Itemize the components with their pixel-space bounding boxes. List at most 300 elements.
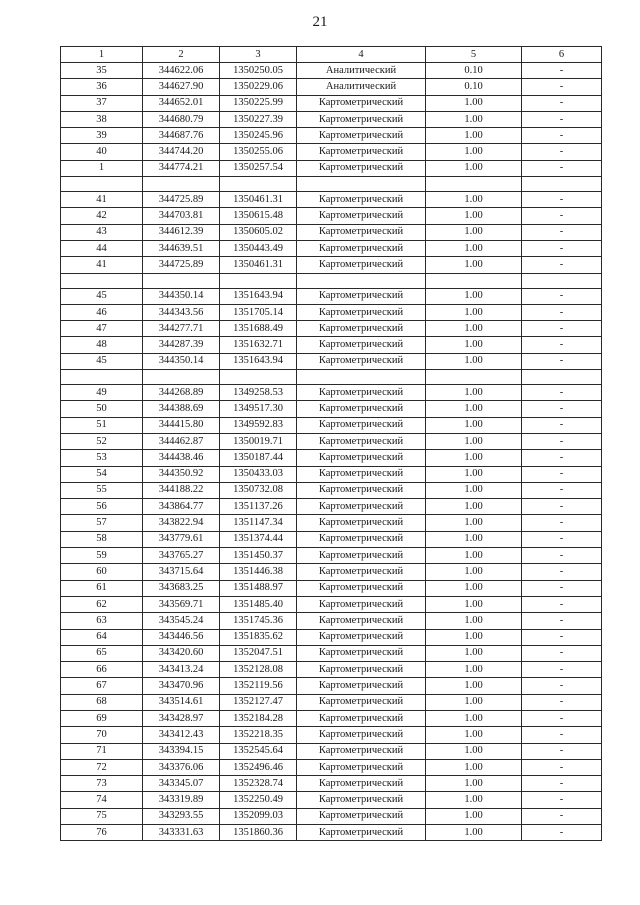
table-row [61, 515, 602, 531]
coordinate-y-cell: 1351860.36 [220, 825, 297, 841]
coordinate-x-cell: 344462.87 [143, 433, 220, 449]
point-number-cell: 67 [61, 678, 143, 694]
coordinate-x-cell: 344725.89 [143, 192, 220, 208]
accuracy-cell: 1.00 [426, 240, 522, 256]
coordinate-x-cell: 344350.14 [143, 353, 220, 369]
method-cell: Картометрический [297, 353, 426, 369]
empty-cell [220, 177, 297, 192]
description-cell: - [522, 678, 602, 694]
method-cell: Картометрический [297, 580, 426, 596]
table-row [61, 548, 602, 564]
method-cell: Картометрический [297, 111, 426, 127]
coordinate-y-cell: 1350019.71 [220, 433, 297, 449]
point-number-cell: 65 [61, 645, 143, 661]
coordinate-x-cell: 343331.63 [143, 825, 220, 841]
coordinate-x-cell: 343822.94 [143, 515, 220, 531]
method-cell: Картометрический [297, 450, 426, 466]
point-number-cell: 73 [61, 776, 143, 792]
table-row [61, 288, 602, 304]
accuracy-cell: 1.00 [426, 580, 522, 596]
coordinate-x-cell: 344744.20 [143, 144, 220, 160]
empty-cell [522, 370, 602, 385]
accuracy-cell: 1.00 [426, 95, 522, 111]
description-cell: - [522, 321, 602, 337]
coordinate-x-cell: 344680.79 [143, 111, 220, 127]
empty-cell [297, 177, 426, 192]
coordinate-x-cell: 343412.43 [143, 727, 220, 743]
point-number-cell: 70 [61, 727, 143, 743]
table-row [61, 776, 602, 792]
coordinate-y-cell: 1349592.83 [220, 417, 297, 433]
description-cell: - [522, 548, 602, 564]
coordinate-y-cell: 1352545.64 [220, 743, 297, 759]
coordinate-x-cell: 344622.06 [143, 63, 220, 79]
table-row [61, 63, 602, 79]
method-cell: Картометрический [297, 596, 426, 612]
description-cell: - [522, 792, 602, 808]
point-number-cell: 43 [61, 224, 143, 240]
table-row [61, 385, 602, 401]
coordinate-y-cell: 1350605.02 [220, 224, 297, 240]
method-cell: Картометрический [297, 727, 426, 743]
table-row [61, 710, 602, 726]
point-number-cell: 75 [61, 808, 143, 824]
method-cell: Картометрический [297, 678, 426, 694]
table-row [61, 224, 602, 240]
accuracy-cell: 1.00 [426, 727, 522, 743]
coordinate-y-cell: 1352128.08 [220, 662, 297, 678]
accuracy-cell: 1.00 [426, 531, 522, 547]
method-cell: Картометрический [297, 224, 426, 240]
coordinate-x-cell: 344350.92 [143, 466, 220, 482]
empty-cell [220, 273, 297, 288]
point-number-cell: 66 [61, 662, 143, 678]
accuracy-cell: 1.00 [426, 792, 522, 808]
table-row [61, 240, 602, 256]
point-number-cell: 45 [61, 288, 143, 304]
description-cell: - [522, 208, 602, 224]
coordinate-x-cell: 344725.89 [143, 257, 220, 273]
coordinate-x-cell: 343428.97 [143, 710, 220, 726]
empty-cell [143, 177, 220, 192]
accuracy-cell: 1.00 [426, 111, 522, 127]
empty-cell [426, 370, 522, 385]
description-cell: - [522, 224, 602, 240]
method-cell: Картометрический [297, 531, 426, 547]
table-row [61, 111, 602, 127]
method-cell: Картометрический [297, 482, 426, 498]
accuracy-cell: 1.00 [426, 759, 522, 775]
table-header-row [61, 47, 602, 63]
column-header: 5 [426, 47, 522, 63]
description-cell: - [522, 160, 602, 176]
method-cell: Картометрический [297, 710, 426, 726]
method-cell: Картометрический [297, 208, 426, 224]
method-cell: Картометрический [297, 337, 426, 353]
empty-cell [220, 370, 297, 385]
table-row [61, 564, 602, 580]
point-number-cell: 49 [61, 385, 143, 401]
coordinate-y-cell: 1351488.97 [220, 580, 297, 596]
empty-cell [143, 370, 220, 385]
coordinate-x-cell: 344388.69 [143, 401, 220, 417]
coordinate-x-cell: 343545.24 [143, 613, 220, 629]
empty-cell [297, 273, 426, 288]
empty-cell [426, 273, 522, 288]
description-cell: - [522, 240, 602, 256]
method-cell: Картометрический [297, 694, 426, 710]
description-cell: - [522, 564, 602, 580]
coordinate-y-cell: 1351485.40 [220, 596, 297, 612]
point-number-cell: 64 [61, 629, 143, 645]
coordinate-y-cell: 1349258.53 [220, 385, 297, 401]
accuracy-cell: 1.00 [426, 433, 522, 449]
coordinate-y-cell: 1351446.38 [220, 564, 297, 580]
description-cell: - [522, 417, 602, 433]
table-row [61, 128, 602, 144]
description-cell: - [522, 433, 602, 449]
description-cell: - [522, 192, 602, 208]
table-row [61, 192, 602, 208]
description-cell: - [522, 727, 602, 743]
description-cell: - [522, 580, 602, 596]
column-header: 6 [522, 47, 602, 63]
description-cell: - [522, 645, 602, 661]
method-cell: Картометрический [297, 304, 426, 320]
coordinate-x-cell: 343376.06 [143, 759, 220, 775]
coordinate-y-cell: 1352127.47 [220, 694, 297, 710]
point-number-cell: 38 [61, 111, 143, 127]
coordinates-table [60, 46, 602, 841]
accuracy-cell: 1.00 [426, 564, 522, 580]
description-cell: - [522, 144, 602, 160]
accuracy-cell: 1.00 [426, 499, 522, 515]
table-row [61, 482, 602, 498]
method-cell: Картометрический [297, 776, 426, 792]
method-cell: Картометрический [297, 825, 426, 841]
description-cell: - [522, 613, 602, 629]
method-cell: Картометрический [297, 564, 426, 580]
description-cell: - [522, 288, 602, 304]
method-cell: Картометрический [297, 629, 426, 645]
point-number-cell: 60 [61, 564, 143, 580]
column-header: 2 [143, 47, 220, 63]
accuracy-cell: 1.00 [426, 645, 522, 661]
method-cell: Картометрический [297, 417, 426, 433]
description-cell: - [522, 596, 602, 612]
coordinate-y-cell: 1350187.44 [220, 450, 297, 466]
accuracy-cell: 1.00 [426, 304, 522, 320]
coordinate-x-cell: 343394.15 [143, 743, 220, 759]
point-number-cell: 53 [61, 450, 143, 466]
description-cell: - [522, 515, 602, 531]
coordinate-x-cell: 343715.64 [143, 564, 220, 580]
table-row [61, 531, 602, 547]
method-cell: Картометрический [297, 95, 426, 111]
accuracy-cell: 1.00 [426, 417, 522, 433]
accuracy-cell: 1.00 [426, 337, 522, 353]
point-number-cell: 69 [61, 710, 143, 726]
method-cell: Картометрический [297, 808, 426, 824]
method-cell: Картометрический [297, 743, 426, 759]
coordinate-y-cell: 1352119.56 [220, 678, 297, 694]
description-cell: - [522, 499, 602, 515]
accuracy-cell: 1.00 [426, 613, 522, 629]
table-row [61, 353, 602, 369]
description-cell: - [522, 257, 602, 273]
coordinate-x-cell: 343864.77 [143, 499, 220, 515]
accuracy-cell: 1.00 [426, 596, 522, 612]
coordinate-y-cell: 1352218.35 [220, 727, 297, 743]
accuracy-cell: 1.00 [426, 629, 522, 645]
coordinate-x-cell: 344652.01 [143, 95, 220, 111]
table-separator-row [61, 177, 602, 192]
coordinate-x-cell: 344438.46 [143, 450, 220, 466]
table-row [61, 662, 602, 678]
point-number-cell: 1 [61, 160, 143, 176]
method-cell: Картометрический [297, 257, 426, 273]
method-cell: Картометрический [297, 645, 426, 661]
method-cell: Картометрический [297, 321, 426, 337]
coordinate-y-cell: 1351643.94 [220, 288, 297, 304]
coordinate-x-cell: 343293.55 [143, 808, 220, 824]
description-cell: - [522, 128, 602, 144]
coordinate-x-cell: 343779.61 [143, 531, 220, 547]
column-header: 4 [297, 47, 426, 63]
coordinate-y-cell: 1350461.31 [220, 192, 297, 208]
method-cell: Картометрический [297, 288, 426, 304]
table-row [61, 759, 602, 775]
coordinate-y-cell: 1351137.26 [220, 499, 297, 515]
coordinate-x-cell: 343319.89 [143, 792, 220, 808]
empty-cell [297, 370, 426, 385]
point-number-cell: 35 [61, 63, 143, 79]
coordinate-y-cell: 1351688.49 [220, 321, 297, 337]
method-cell: Картометрический [297, 433, 426, 449]
coordinate-y-cell: 1352099.03 [220, 808, 297, 824]
method-cell: Аналитический [297, 79, 426, 95]
point-number-cell: 42 [61, 208, 143, 224]
table-row [61, 160, 602, 176]
table-row [61, 433, 602, 449]
table-row [61, 337, 602, 353]
accuracy-cell: 1.00 [426, 224, 522, 240]
point-number-cell: 71 [61, 743, 143, 759]
coordinate-x-cell: 343413.24 [143, 662, 220, 678]
point-number-cell: 41 [61, 192, 143, 208]
point-number-cell: 56 [61, 499, 143, 515]
accuracy-cell: 1.00 [426, 128, 522, 144]
empty-cell [426, 177, 522, 192]
table-separator-row [61, 273, 602, 288]
method-cell: Картометрический [297, 499, 426, 515]
coordinate-y-cell: 1350257.54 [220, 160, 297, 176]
coordinate-y-cell: 1350250.05 [220, 63, 297, 79]
point-number-cell: 48 [61, 337, 143, 353]
point-number-cell: 58 [61, 531, 143, 547]
coordinate-x-cell: 344350.14 [143, 288, 220, 304]
coordinate-x-cell: 344188.22 [143, 482, 220, 498]
table-separator-row [61, 370, 602, 385]
accuracy-cell: 1.00 [426, 144, 522, 160]
description-cell: - [522, 825, 602, 841]
coordinate-x-cell: 344277.71 [143, 321, 220, 337]
point-number-cell: 51 [61, 417, 143, 433]
table-row [61, 808, 602, 824]
coordinate-x-cell: 344268.89 [143, 385, 220, 401]
coordinate-x-cell: 344343.56 [143, 304, 220, 320]
description-cell: - [522, 808, 602, 824]
method-cell: Картометрический [297, 160, 426, 176]
description-cell: - [522, 710, 602, 726]
accuracy-cell: 1.00 [426, 662, 522, 678]
point-number-cell: 76 [61, 825, 143, 841]
point-number-cell: 47 [61, 321, 143, 337]
point-number-cell: 61 [61, 580, 143, 596]
description-cell: - [522, 629, 602, 645]
empty-cell [61, 370, 143, 385]
coordinate-x-cell: 343683.25 [143, 580, 220, 596]
point-number-cell: 59 [61, 548, 143, 564]
empty-cell [61, 273, 143, 288]
accuracy-cell: 1.00 [426, 710, 522, 726]
accuracy-cell: 1.00 [426, 321, 522, 337]
table-row [61, 678, 602, 694]
method-cell: Картометрический [297, 128, 426, 144]
description-cell: - [522, 743, 602, 759]
accuracy-cell: 1.00 [426, 548, 522, 564]
point-number-cell: 55 [61, 482, 143, 498]
accuracy-cell: 1.00 [426, 208, 522, 224]
table-row [61, 466, 602, 482]
coordinate-y-cell: 1350227.39 [220, 111, 297, 127]
coordinate-y-cell: 1351632.71 [220, 337, 297, 353]
accuracy-cell: 1.00 [426, 515, 522, 531]
coordinate-y-cell: 1351643.94 [220, 353, 297, 369]
table-row [61, 144, 602, 160]
coordinate-y-cell: 1351374.44 [220, 531, 297, 547]
coordinate-y-cell: 1351147.34 [220, 515, 297, 531]
coordinate-x-cell: 344774.21 [143, 160, 220, 176]
point-number-cell: 62 [61, 596, 143, 612]
coordinate-x-cell: 344687.76 [143, 128, 220, 144]
table-row [61, 629, 602, 645]
table-row [61, 417, 602, 433]
empty-cell [522, 177, 602, 192]
table-row [61, 450, 602, 466]
accuracy-cell: 1.00 [426, 694, 522, 710]
table-row [61, 727, 602, 743]
accuracy-cell: 1.00 [426, 288, 522, 304]
empty-cell [61, 177, 143, 192]
accuracy-cell: 1.00 [426, 192, 522, 208]
coordinate-x-cell: 343446.56 [143, 629, 220, 645]
table-row [61, 825, 602, 841]
method-cell: Картометрический [297, 466, 426, 482]
method-cell: Картометрический [297, 792, 426, 808]
accuracy-cell: 1.00 [426, 385, 522, 401]
description-cell: - [522, 759, 602, 775]
coordinate-x-cell: 343470.96 [143, 678, 220, 694]
table-row [61, 580, 602, 596]
table-row [61, 257, 602, 273]
coordinate-y-cell: 1352047.51 [220, 645, 297, 661]
point-number-cell: 46 [61, 304, 143, 320]
point-number-cell: 45 [61, 353, 143, 369]
description-cell: - [522, 531, 602, 547]
coordinate-y-cell: 1351705.14 [220, 304, 297, 320]
coordinate-x-cell: 344612.39 [143, 224, 220, 240]
table-row [61, 95, 602, 111]
accuracy-cell: 0.10 [426, 63, 522, 79]
method-cell: Картометрический [297, 401, 426, 417]
coordinate-x-cell: 344703.81 [143, 208, 220, 224]
description-cell: - [522, 466, 602, 482]
coordinate-y-cell: 1350433.03 [220, 466, 297, 482]
point-number-cell: 52 [61, 433, 143, 449]
point-number-cell: 36 [61, 79, 143, 95]
description-cell: - [522, 353, 602, 369]
point-number-cell: 68 [61, 694, 143, 710]
point-number-cell: 54 [61, 466, 143, 482]
coordinate-y-cell: 1349517.30 [220, 401, 297, 417]
method-cell: Картометрический [297, 192, 426, 208]
point-number-cell: 39 [61, 128, 143, 144]
description-cell: - [522, 401, 602, 417]
description-cell: - [522, 482, 602, 498]
coordinate-y-cell: 1350225.99 [220, 95, 297, 111]
table-row [61, 401, 602, 417]
coordinate-y-cell: 1350615.48 [220, 208, 297, 224]
accuracy-cell: 1.00 [426, 401, 522, 417]
coordinate-x-cell: 343345.07 [143, 776, 220, 792]
table-row [61, 79, 602, 95]
point-number-cell: 72 [61, 759, 143, 775]
description-cell: - [522, 450, 602, 466]
table-row [61, 694, 602, 710]
description-cell: - [522, 776, 602, 792]
method-cell: Картометрический [297, 240, 426, 256]
description-cell: - [522, 79, 602, 95]
column-header: 3 [220, 47, 297, 63]
method-cell: Картометрический [297, 144, 426, 160]
coordinate-x-cell: 343514.61 [143, 694, 220, 710]
table-row [61, 792, 602, 808]
coordinate-y-cell: 1350255.06 [220, 144, 297, 160]
column-header: 1 [61, 47, 143, 63]
accuracy-cell: 1.00 [426, 825, 522, 841]
description-cell: - [522, 337, 602, 353]
accuracy-cell: 0.10 [426, 79, 522, 95]
coordinate-x-cell: 344415.80 [143, 417, 220, 433]
accuracy-cell: 1.00 [426, 678, 522, 694]
accuracy-cell: 1.00 [426, 743, 522, 759]
point-number-cell: 63 [61, 613, 143, 629]
coordinate-y-cell: 1351835.62 [220, 629, 297, 645]
method-cell: Картометрический [297, 515, 426, 531]
accuracy-cell: 1.00 [426, 257, 522, 273]
table-row [61, 321, 602, 337]
coordinate-y-cell: 1351450.37 [220, 548, 297, 564]
accuracy-cell: 1.00 [426, 776, 522, 792]
description-cell: - [522, 662, 602, 678]
description-cell: - [522, 385, 602, 401]
table-row [61, 208, 602, 224]
page-number: 21 [312, 14, 328, 30]
description-cell: - [522, 304, 602, 320]
accuracy-cell: 1.00 [426, 160, 522, 176]
coordinate-x-cell: 344627.90 [143, 79, 220, 95]
